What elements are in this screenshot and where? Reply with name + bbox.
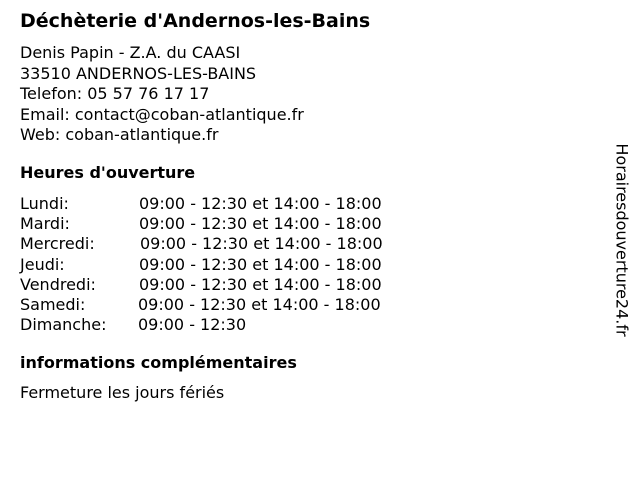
day-label: Vendredi: (20, 274, 96, 294)
website: Web: coban-atlantique.fr (20, 125, 219, 144)
email-address: Email: contact@coban-atlantique.fr (20, 104, 304, 124)
day-label: Mercredi: (20, 234, 95, 254)
day-label: Lundi: (20, 194, 69, 213)
day-label: Samedi: (20, 294, 86, 314)
hours-value: 09:00 - 12:30 et 14:00 - 18:00 (140, 234, 383, 254)
hours-value: 09:00 - 12:30 et 14:00 - 18:00 (139, 214, 382, 234)
hours-value: 09:00 - 12:30 et 14:00 - 18:00 (139, 274, 382, 294)
day-label: Dimanche: (20, 315, 107, 335)
watermark: Horairesdouverture24.fr (612, 143, 632, 337)
street-address: Denis Papin - Z.A. du CAASI (20, 43, 241, 62)
hours-value: 09:00 - 12:30 et 14:00 - 18:00 (138, 294, 381, 314)
info-text: Fermeture les jours fériés (20, 383, 225, 402)
day-label: Jeudi: (20, 254, 65, 274)
hours-value: 09:00 - 12:30 et 14:00 - 18:00 (139, 194, 382, 213)
hours-value: 09:00 - 12:30 et 14:00 - 18:00 (139, 254, 382, 274)
info-heading: informations complémentaires (20, 353, 297, 372)
address-block (20, 43, 304, 146)
hours-heading: Heures d'ouverture (20, 163, 196, 182)
phone-number: Telefon: 05 57 76 17 17 (20, 84, 210, 103)
page-title: Déchèterie d'Andernos-les-Bains (20, 10, 371, 32)
city-address: 33510 ANDERNOS-LES-BAINS (20, 63, 257, 83)
day-label: Mardi: (20, 214, 70, 234)
hours-value: 09:00 - 12:30 (138, 315, 247, 335)
